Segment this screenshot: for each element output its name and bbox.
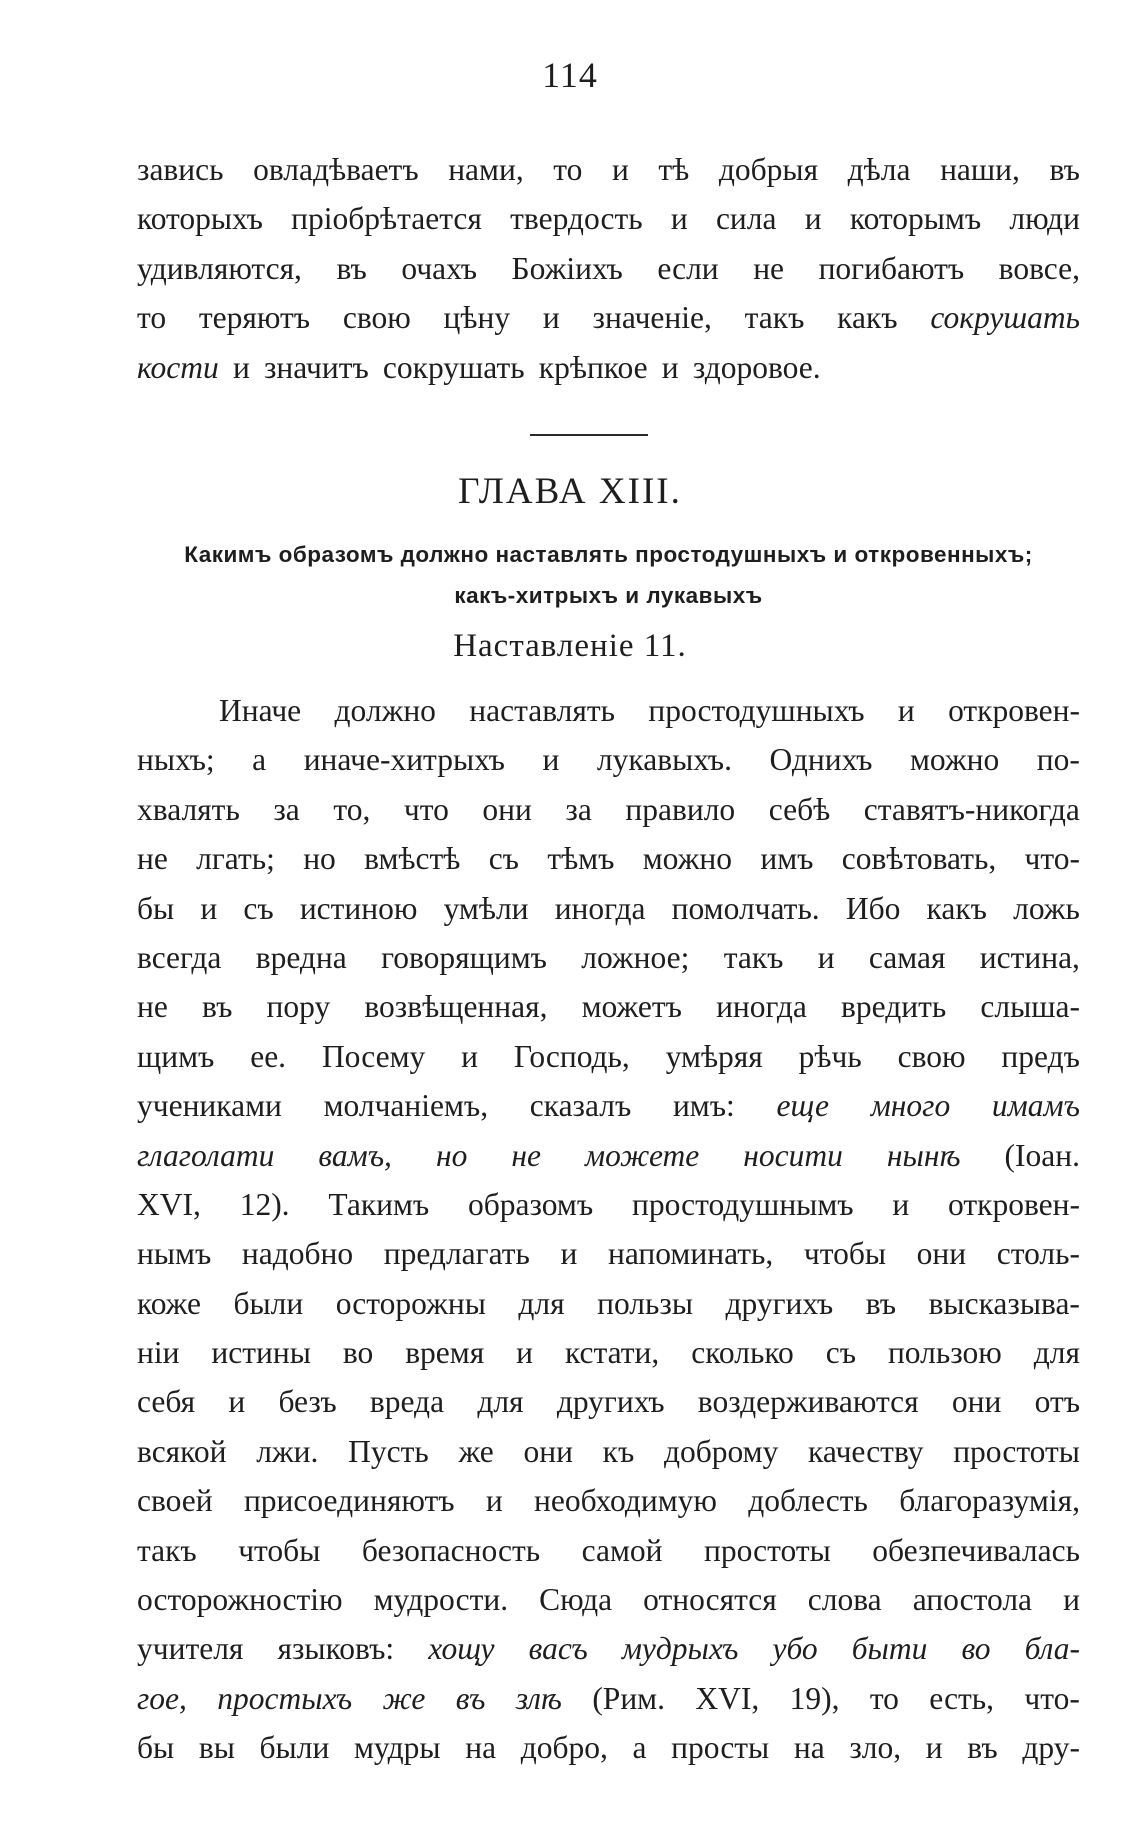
- word: ложь: [1013, 890, 1080, 926]
- word: XVI,: [695, 1680, 760, 1716]
- text-line: [137, 1081, 1080, 1130]
- page-number: 114: [542, 55, 598, 95]
- word: на: [465, 1730, 497, 1766]
- text-line: [137, 1279, 1080, 1328]
- word: самой: [581, 1532, 663, 1568]
- word: мудры: [353, 1730, 441, 1766]
- word: качеству: [808, 1433, 924, 1469]
- word: за: [273, 791, 300, 827]
- word: столь-: [996, 1236, 1080, 1272]
- word: они: [951, 1384, 1002, 1420]
- word: Божіихъ: [511, 250, 623, 286]
- word: если: [657, 250, 719, 286]
- word: то,: [333, 791, 371, 827]
- word: во: [342, 1335, 374, 1371]
- word: и: [542, 742, 560, 778]
- text-line: [137, 834, 1080, 883]
- word: здоровое.: [692, 349, 821, 385]
- text-line: [137, 686, 1080, 735]
- word: сокрушать: [930, 300, 1080, 336]
- word: слыша-: [980, 989, 1080, 1025]
- text-line: [137, 1180, 1080, 1229]
- word: бы: [137, 1730, 175, 1766]
- text-line: [137, 1229, 1080, 1278]
- word: присоединяютъ: [243, 1483, 455, 1519]
- word: такъ: [744, 300, 805, 336]
- word: что: [403, 791, 449, 827]
- word: и: [485, 1483, 503, 1519]
- word: помолчать.: [671, 890, 820, 926]
- instruction-title: Наставленіе 11.: [453, 628, 687, 664]
- word: просты: [671, 1730, 770, 1766]
- word: вредна: [255, 939, 347, 975]
- word: для: [518, 1285, 565, 1321]
- word: время: [405, 1335, 485, 1371]
- word: простоты: [953, 1433, 1080, 1469]
- word: ныхъ;: [137, 742, 215, 778]
- text-line: [137, 785, 1080, 834]
- word: лжи.: [256, 1433, 319, 1469]
- word: истины: [211, 1335, 311, 1371]
- word: а: [252, 742, 267, 778]
- word: хвалять: [137, 791, 240, 827]
- word: какъ: [926, 890, 987, 926]
- word: добрыя: [718, 152, 819, 187]
- word: и: [611, 152, 629, 187]
- word: и: [804, 201, 822, 237]
- word: 19),: [789, 1680, 840, 1716]
- word: щимъ: [137, 1038, 215, 1074]
- word: имъ:: [672, 1088, 735, 1124]
- word: и: [200, 890, 218, 926]
- word: учителя: [137, 1631, 244, 1667]
- word: истиною: [299, 890, 418, 926]
- word: то: [553, 152, 583, 187]
- word: что-: [1024, 841, 1080, 877]
- text-line: [137, 343, 1080, 392]
- word: и: [560, 1236, 578, 1272]
- word: не: [753, 250, 785, 286]
- word: съ: [825, 1335, 856, 1371]
- word: вовсе,: [998, 250, 1080, 286]
- word: пользы: [597, 1285, 693, 1321]
- word: по-: [1036, 742, 1080, 778]
- word: вмѣстѣ: [364, 841, 461, 877]
- word: другихъ: [725, 1285, 834, 1321]
- word: за: [565, 791, 592, 827]
- word: всякой: [137, 1433, 227, 1469]
- word: и: [661, 349, 679, 385]
- word: истина,: [979, 939, 1080, 975]
- word: тѣмъ: [547, 841, 615, 877]
- word: вы: [198, 1730, 235, 1766]
- word: вредить: [841, 989, 947, 1025]
- word: мудрыхъ: [621, 1631, 739, 1667]
- word: правило: [625, 791, 736, 827]
- word: (Рим.: [592, 1680, 665, 1716]
- word: воздерживаются: [697, 1384, 919, 1420]
- text-line: [137, 244, 1080, 293]
- word: то: [137, 300, 167, 336]
- text-line: [137, 1674, 1080, 1723]
- word: предъ: [1001, 1038, 1080, 1074]
- word: какъ: [837, 300, 898, 336]
- word: въ: [336, 250, 367, 286]
- word: откровен-: [948, 693, 1080, 728]
- text-line: [137, 884, 1080, 933]
- word: 12).: [239, 1186, 290, 1222]
- word: осторожностію: [137, 1582, 343, 1618]
- word: напоминать,: [607, 1236, 774, 1272]
- word: теряютъ: [198, 300, 311, 336]
- word: ставятъ-никогда: [863, 791, 1080, 827]
- word: и: [542, 300, 560, 336]
- word: пору: [266, 989, 331, 1025]
- word: носити: [743, 1137, 843, 1173]
- word: самая: [868, 939, 946, 975]
- body-paragraph: [137, 686, 1080, 1773]
- word: такъ: [723, 939, 784, 975]
- word: имъ: [760, 841, 814, 877]
- word: себѣ: [768, 791, 831, 827]
- word: погибаютъ: [818, 250, 965, 286]
- word: что-: [1024, 1680, 1080, 1716]
- word: пользою: [887, 1335, 1002, 1371]
- word: хощу: [428, 1631, 495, 1667]
- word: въ: [201, 989, 233, 1025]
- word: съ: [243, 890, 274, 926]
- word: (Іоан.: [1004, 1137, 1080, 1173]
- word: которымъ: [849, 201, 982, 237]
- text-line: [137, 1427, 1080, 1476]
- text-line: [137, 1328, 1080, 1377]
- chapter-subtitle-line-2: какъ-хитрыхъ и лукавыхъ: [454, 583, 763, 608]
- word: дру-: [1022, 1730, 1080, 1766]
- word: бы: [137, 890, 175, 926]
- word: къ: [602, 1433, 635, 1469]
- word: сила: [715, 201, 777, 237]
- word: они: [523, 1433, 573, 1469]
- word: должно: [334, 693, 436, 728]
- text-line: [137, 735, 1080, 784]
- word: завись: [137, 152, 224, 187]
- word: XVI,: [137, 1186, 201, 1222]
- word: такъ: [137, 1532, 197, 1568]
- word: но: [435, 1137, 468, 1173]
- word: доблесть: [748, 1483, 868, 1519]
- word: наставлять: [469, 693, 616, 728]
- text-line: [137, 982, 1080, 1031]
- word: злѣ: [515, 1680, 562, 1716]
- word: ее.: [250, 1038, 287, 1074]
- word: кстати,: [564, 1335, 660, 1371]
- word: учениками: [137, 1088, 282, 1124]
- word: и: [817, 939, 835, 975]
- word: чтобы: [238, 1532, 321, 1568]
- word: наши,: [940, 152, 1020, 187]
- word: въ: [1049, 152, 1080, 187]
- word: предлагать: [383, 1236, 530, 1272]
- word: необходимую: [534, 1483, 717, 1519]
- word: лгать;: [196, 841, 275, 877]
- word: Иначе: [219, 693, 302, 728]
- word: благоразумія,: [899, 1483, 1080, 1519]
- word: зло,: [849, 1730, 902, 1766]
- text-line: [137, 1624, 1080, 1673]
- word: молчаніемъ,: [323, 1088, 489, 1124]
- word: значеніе,: [592, 300, 712, 336]
- word: не: [511, 1137, 541, 1173]
- word: Посему: [321, 1038, 426, 1074]
- word: можно: [909, 742, 1000, 778]
- word: и: [1063, 1582, 1080, 1618]
- word: не: [137, 841, 168, 877]
- word: быти: [851, 1631, 928, 1667]
- opening-paragraph: [137, 145, 1080, 392]
- text-line: [137, 293, 1080, 342]
- word: имамъ: [991, 1088, 1080, 1124]
- word: ніи: [137, 1335, 180, 1371]
- word: сокрушать: [382, 349, 525, 385]
- word: нами,: [448, 152, 524, 187]
- word: очахъ: [401, 250, 477, 286]
- word: образомъ: [468, 1186, 594, 1222]
- word: обезпечивалась: [872, 1532, 1080, 1568]
- word: умѣли: [443, 890, 529, 926]
- word: Ибо: [845, 890, 901, 926]
- word: въ: [455, 1680, 486, 1716]
- word: тѣ: [658, 152, 690, 187]
- word: Такимъ: [328, 1186, 430, 1222]
- word: убо: [772, 1631, 818, 1667]
- word: безопасность: [361, 1532, 541, 1568]
- word: можетъ: [581, 989, 682, 1025]
- word: говорящимъ: [381, 939, 547, 975]
- word: Господь,: [513, 1038, 630, 1074]
- word: и: [232, 349, 250, 385]
- word: иногда: [716, 989, 807, 1025]
- word: и: [670, 201, 688, 237]
- chapter-title: ГЛАВА XIII.: [458, 471, 682, 512]
- word: дѣла: [847, 152, 911, 187]
- word: во: [961, 1631, 991, 1667]
- word: цѣну: [443, 300, 511, 336]
- word: значитъ: [263, 349, 369, 385]
- word: всегда: [137, 939, 222, 975]
- word: крѣпкое: [538, 349, 648, 385]
- word: другихъ: [556, 1384, 665, 1420]
- word: нынѣ: [886, 1137, 961, 1173]
- word: и: [516, 1335, 534, 1371]
- word: и: [897, 693, 915, 728]
- word: съ: [488, 841, 519, 877]
- word: иногда: [554, 890, 646, 926]
- word: овладѣваетъ: [253, 152, 419, 187]
- word: кости: [137, 349, 219, 385]
- word: доброму: [663, 1433, 779, 1469]
- text-line: [137, 1377, 1080, 1426]
- word: простыхъ: [217, 1680, 353, 1716]
- word: не: [137, 989, 168, 1025]
- word: удивляются,: [137, 250, 302, 286]
- word: въ: [865, 1285, 897, 1321]
- word: бла-: [1024, 1631, 1080, 1667]
- word: и: [461, 1038, 478, 1074]
- word: языковъ:: [277, 1631, 395, 1667]
- word: своей: [137, 1483, 213, 1519]
- word: они: [482, 791, 532, 827]
- word: а: [632, 1730, 647, 1766]
- word: гое,: [137, 1680, 187, 1716]
- word: много: [870, 1088, 951, 1124]
- word: были: [259, 1730, 330, 1766]
- word: можете: [584, 1137, 700, 1173]
- word: то: [869, 1680, 899, 1716]
- word: высказыва-: [928, 1285, 1080, 1321]
- text-line: [137, 1032, 1080, 1081]
- text-line: [137, 1476, 1080, 1525]
- word: рѣчь: [798, 1038, 862, 1074]
- word: васъ: [528, 1631, 588, 1667]
- word: сказалъ: [529, 1088, 632, 1124]
- word: простодушныхъ: [648, 693, 865, 728]
- word: но: [303, 841, 336, 877]
- word: свою: [897, 1038, 966, 1074]
- word: они: [916, 1236, 967, 1272]
- word: себя: [137, 1384, 196, 1420]
- word: для: [1033, 1335, 1080, 1371]
- word: простоты: [704, 1532, 831, 1568]
- word: можно: [642, 841, 733, 877]
- word: и: [228, 1384, 246, 1420]
- word: нымъ: [137, 1236, 212, 1272]
- word: откровен-: [948, 1186, 1080, 1222]
- word: отъ: [1034, 1384, 1080, 1420]
- word: умѣряя: [665, 1038, 763, 1074]
- word: глаголати: [137, 1137, 275, 1173]
- word: ложное;: [581, 939, 690, 975]
- chapter-subtitle-line-1: Какимъ образомъ должно наставлять простодушныхъ и откровенныхъ;: [184, 542, 1033, 567]
- text-line: [137, 933, 1080, 982]
- section-divider: [530, 434, 648, 436]
- word: мудрости.: [373, 1582, 509, 1618]
- word: Сюда: [539, 1582, 613, 1618]
- word: для: [477, 1384, 524, 1420]
- word: же: [382, 1680, 426, 1716]
- word: коже: [137, 1285, 201, 1321]
- word: совѣтовать,: [841, 841, 997, 877]
- word: на: [793, 1730, 825, 1766]
- word: осторожны: [335, 1285, 486, 1321]
- word: возвѣщенная,: [364, 989, 548, 1025]
- text-line: [137, 1526, 1080, 1575]
- word: вамъ,: [318, 1137, 392, 1173]
- word: лукавыхъ.: [596, 742, 732, 778]
- word: Пусть: [348, 1433, 429, 1469]
- word: свою: [342, 300, 411, 336]
- word: же: [458, 1433, 494, 1469]
- text-line: [137, 1131, 1080, 1180]
- word: сколько: [691, 1335, 794, 1371]
- word: простодушнымъ: [631, 1186, 854, 1222]
- word: пріобрѣтается: [291, 201, 482, 237]
- word: Однихъ: [769, 742, 873, 778]
- word: въ: [967, 1730, 998, 1766]
- word: люди: [1009, 201, 1080, 237]
- word: вреда: [369, 1384, 445, 1420]
- word: были: [233, 1285, 304, 1321]
- word: твердость: [510, 201, 643, 237]
- word: есть,: [929, 1680, 995, 1716]
- text-line: [137, 145, 1080, 194]
- word: иначе-хитрыхъ: [303, 742, 505, 778]
- word: и: [892, 1186, 910, 1222]
- text-line: [137, 1723, 1080, 1772]
- word: добро,: [520, 1730, 608, 1766]
- word: которыхъ: [137, 201, 263, 237]
- word: чтобы: [803, 1236, 887, 1272]
- word: надобно: [241, 1236, 354, 1272]
- word: еще: [776, 1088, 830, 1124]
- word: и: [925, 1730, 943, 1766]
- word: относятся: [643, 1582, 777, 1618]
- text-line: [137, 1575, 1080, 1624]
- word: апостола: [912, 1582, 1033, 1618]
- text-line: [137, 194, 1080, 243]
- word: безъ: [278, 1384, 337, 1420]
- word: слова: [807, 1582, 882, 1618]
